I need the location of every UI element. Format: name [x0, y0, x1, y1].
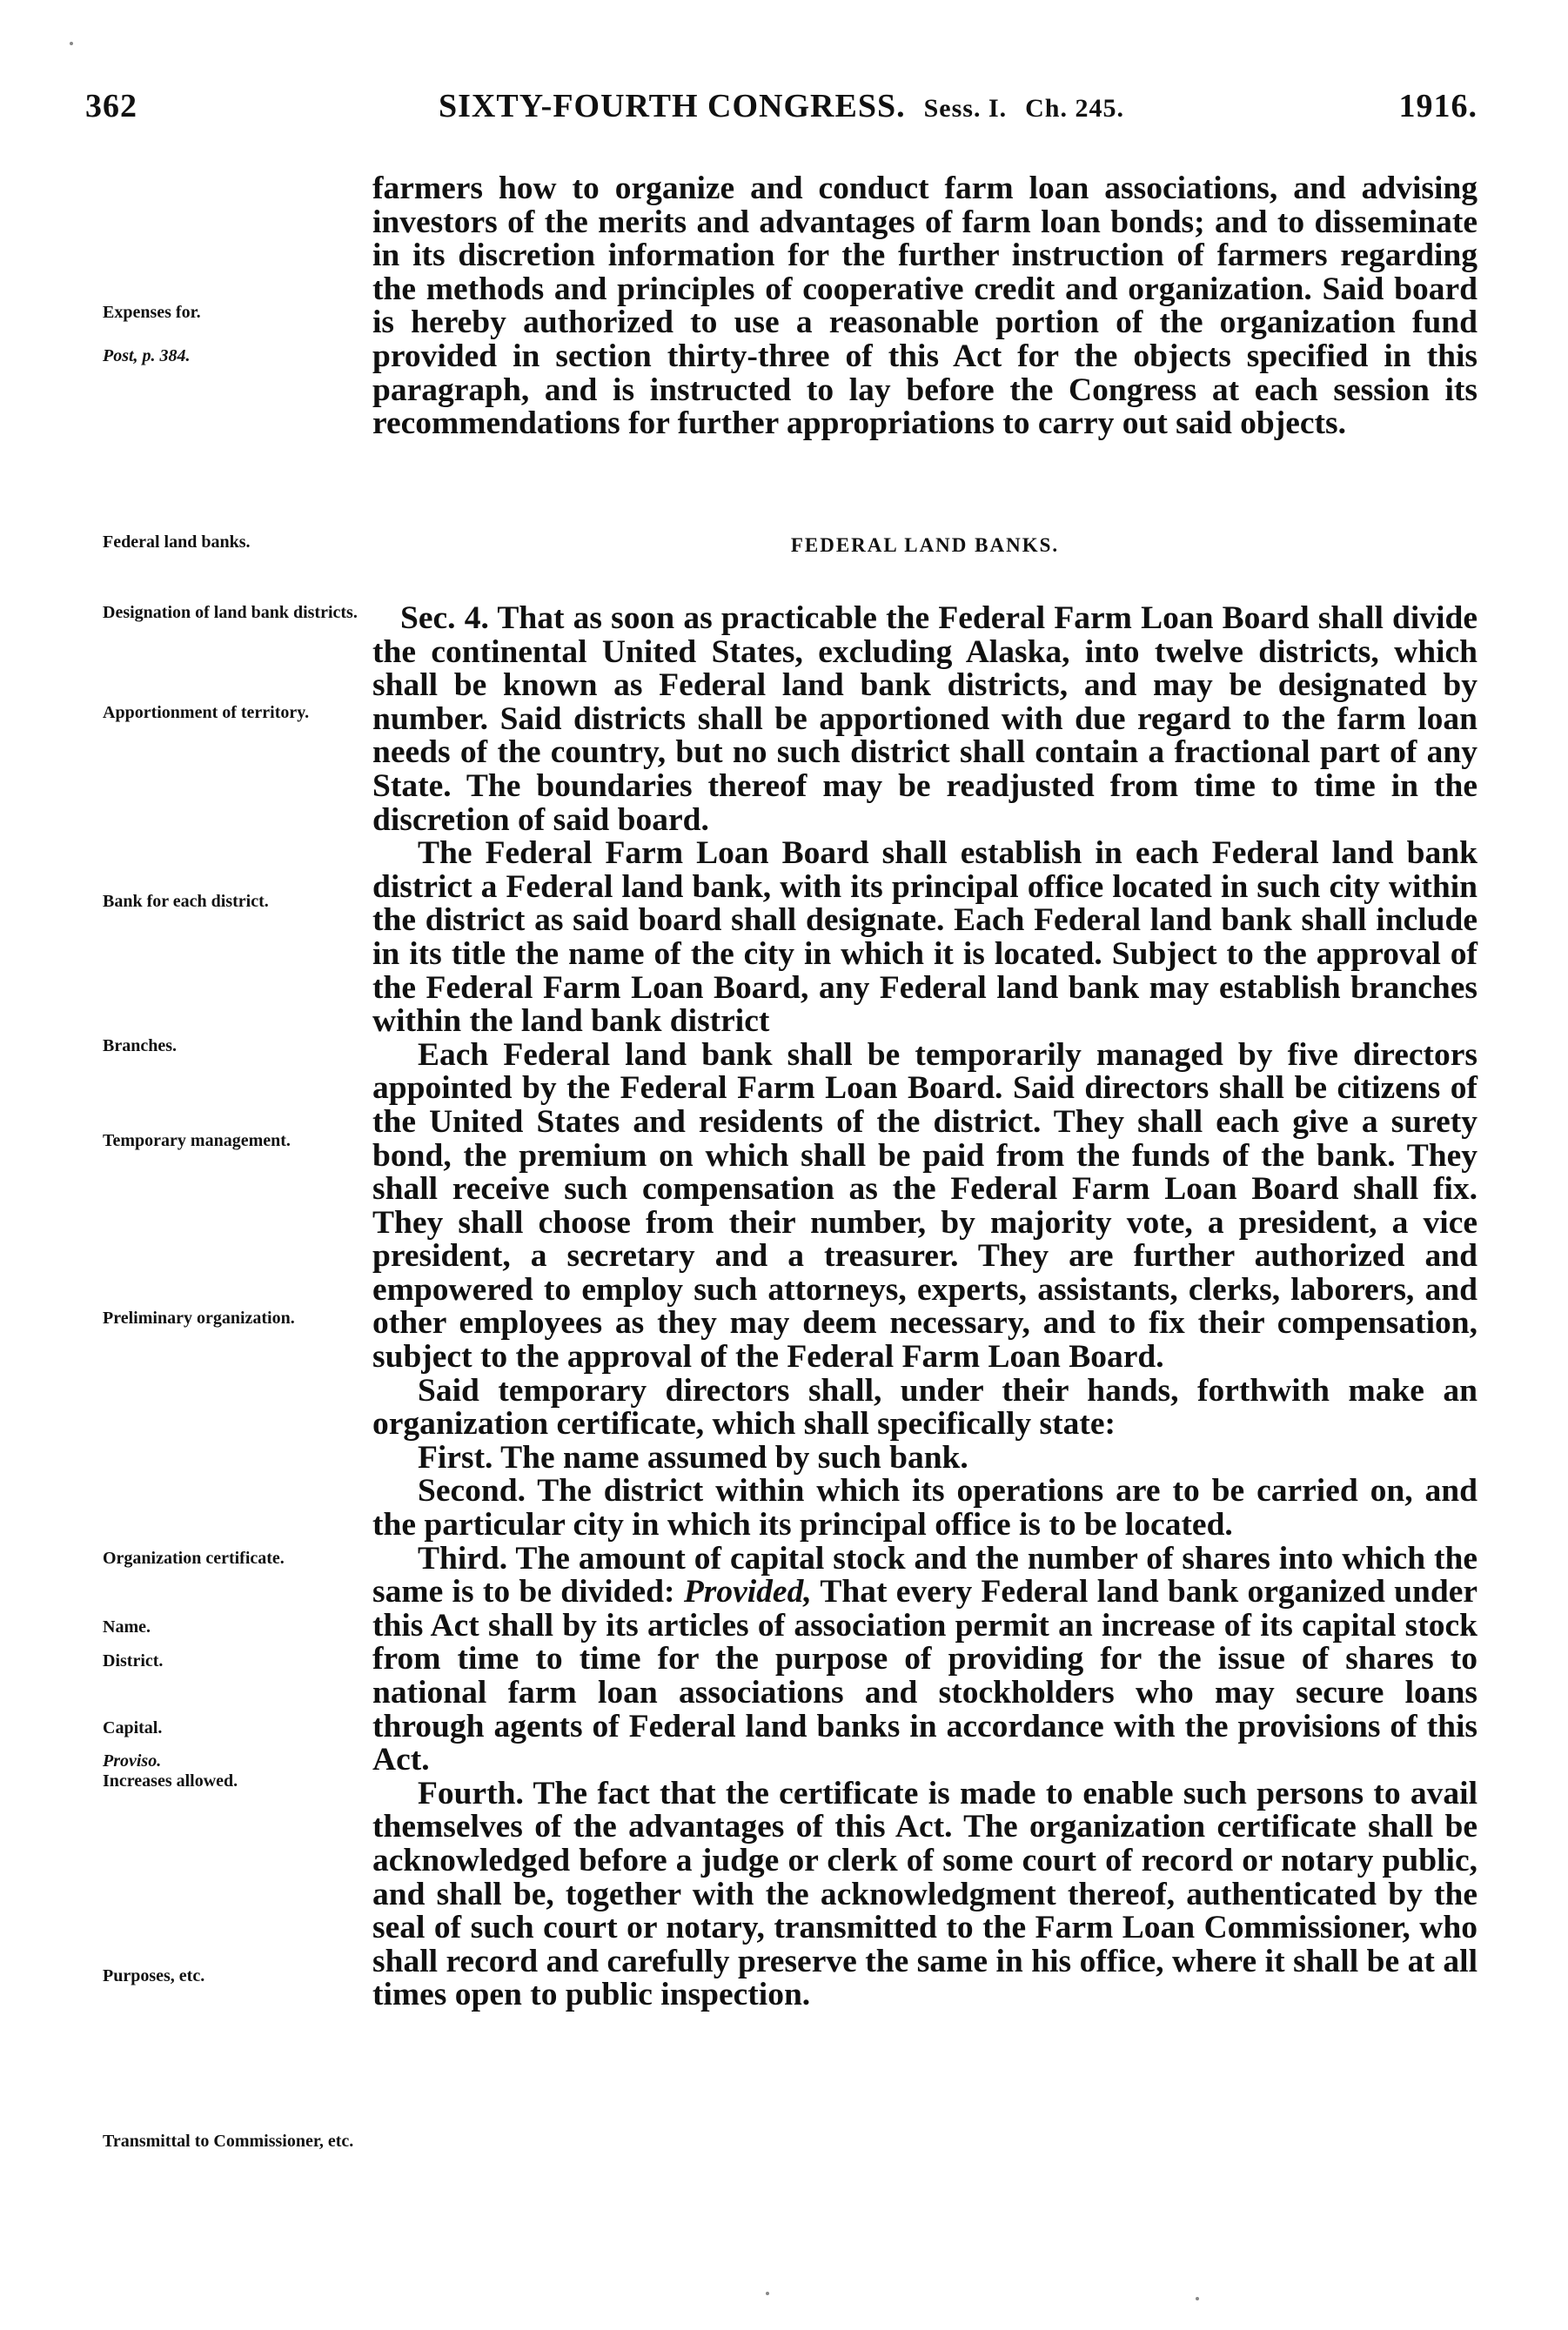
margin-note-preliminary-organization: Preliminary organization.: [103, 1309, 295, 1328]
running-title-group: [85, 87, 1478, 125]
body-block-intro: [372, 172, 1478, 441]
paragraph-bank: The Federal Farm Loan Board shall establish in each Federal land bank district a Federal land bank, with its principal office located in such city within the district as said board shall designate. Each Federal land bank shall include in its title the name of the city in which it is located. Subject to the approval of the Federal Farm Loan Board, any Federal land bank may establish branches within the land bank district: [372, 835, 1478, 1040]
margin-note-bank-for-district: Bank for each district.: [103, 892, 269, 911]
margin-note-designation: Designation of land bank districts.: [103, 603, 358, 622]
proviso-text: Proviso.: [103, 1751, 162, 1771]
margin-note-apportionment: Apportionment of territory.: [103, 703, 310, 722]
body-block-sec4: [372, 602, 1478, 2012]
margin-note-post-ref: [103, 346, 369, 365]
margin-note-federal-land-banks: Federal land banks.: [103, 532, 251, 552]
margin-note-name: Name.: [103, 1617, 151, 1637]
print-speck: [766, 2292, 769, 2295]
running-header: [85, 87, 1478, 139]
print-speck: [1196, 2297, 1199, 2300]
margin-note-proviso: [103, 1751, 369, 1771]
margin-note-district: District.: [103, 1651, 164, 1671]
margin-note-capital: Capital.: [103, 1718, 163, 1737]
margin-note-organization-certificate: Organization certificate.: [103, 1549, 285, 1568]
page-number: 362: [85, 88, 137, 124]
paragraph-certificate: Said temporary directors shall, under their hands, forthwith make an organization certificate, which shall specifically state:: [372, 1372, 1478, 1443]
section-text: That as soon as practicable the Federal Farm Loan Board shall divide the continental United States, excluding Alaska, into twelve districts, which shall be known as Federal land bank districts, and may be designated by number. Said districts shall be apportioned with due regard to the farm loan needs of the country, but no such district shall contain a fractional part of any State. The boundaries thereof may be readjusted from time to time in the discretion of said board.: [372, 600, 1478, 838]
year-label: 1916.: [1398, 88, 1478, 124]
margin-note-transmittal: Transmittal to Commissioner, etc.: [103, 2132, 354, 2151]
paragraph-temporary-management: Each Federal land bank shall be temporarily managed by five directors appointed by the Federal Farm Loan Board. Said directors shall be citizens of the United States and residents of the district. They shall each give a surety bond, the premium on which shall be paid from the funds of the bank. They shall receive such compensation as the Federal Farm Loan Board shall fix. They shall choose from their number, by majority vote, a president, a vice president, a secretary and a treasurer. They are further authorized and empowered to employ such attorneys, experts, assistants, clerks, laborers, and other employees as they may deem necessary, and to fix their compensation, subject to the approval of the Federal Farm Loan Board.: [372, 1036, 1478, 1376]
margin-note-temporary-management: Temporary management.: [103, 1131, 291, 1150]
margin-note-expenses: Expenses for.: [103, 303, 201, 322]
item-first: First. The name assumed by such bank.: [418, 1439, 968, 1476]
session-label: Sess. I.: [923, 94, 1008, 123]
item-fourth: Fourth. The fact that the certificate is made to enable such persons to avail themselves of the advantages of this Act. The organization certificate shall be acknowledged before a judge or clerk of some court of record or notary public, and shall be, together with the acknowledgment thereof, authenticated by the seal of such court or notary, transmitted to the Farm Loan Commissioner, who shall record and carefully preserve the same in his office, where it shall be at all times open to public inspection.: [372, 1775, 1478, 2013]
paragraph-intro: farmers how to organize and conduct farm loan associations, and advising investors of the merits and advantages of farm loan bonds; and to disseminate in its discretion information for the further instruction of farmers regarding the methods and principles of cooperative credit and organization. Said board is hereby authorized to use a reasonable portion of the organization fund provided in section thirty-three of this Act for the objects specified in this paragraph, and is instructed to lay before the Congress at each session its recommendations for further appropriations to carry out said objects.: [372, 171, 1478, 442]
item-second: Second. The district within which its operations are to be carried on, and the particular city in which its principal office is to be located.: [372, 1473, 1478, 1543]
margin-note-branches: Branches.: [103, 1036, 177, 1055]
running-title: SIXTY-FOURTH CONGRESS.: [439, 88, 906, 124]
item-third-a: Third. The amount of capital stock and the number of shares into which the same is to be divided:: [372, 1540, 1478, 1610]
print-speck: [70, 42, 73, 45]
item-third-b: That every Federal land bank organized under this Act shall by its articles of association permit an increase of its capital stock from time to time for the purpose of providing for the issue of shares to national farm loan associations and stockholders who may secure loans through agents of Federal land banks in accordance with the provisions of this Act.: [372, 1574, 1478, 1778]
chapter-label: Ch. 245.: [1025, 94, 1124, 123]
paragraph-sec4: [372, 602, 1478, 837]
item-third: [372, 1540, 1478, 1778]
section-label: Sec. 4.: [400, 600, 489, 636]
item-third-provided: Provided,: [683, 1574, 812, 1610]
section-heading: FEDERAL LAND BANKS.: [790, 534, 1060, 556]
post-ref-text: Post, p. 384.: [103, 346, 191, 365]
margin-note-increases-allowed: Increases allowed.: [103, 1771, 238, 1791]
margin-note-purposes: Purposes, etc.: [103, 1966, 205, 1985]
